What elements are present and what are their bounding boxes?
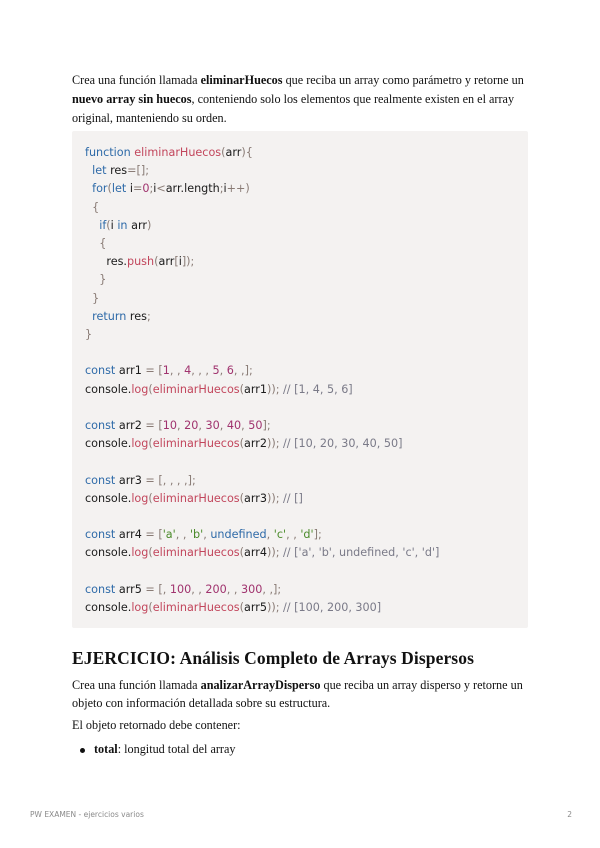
code-line (85, 144, 439, 162)
exercise-text-2: que reciba un array disperso y retorne un objeto con información detallada sobre su estructura. (72, 678, 523, 710)
exercise-bold-function-name: analizarArrayDisperso (200, 678, 321, 692)
code-token: < (156, 182, 166, 196)
code-line (85, 417, 439, 435)
exercise-text-1: Crea una función llamada (72, 678, 201, 692)
code-line (85, 490, 439, 508)
code-token: arr1 (244, 382, 267, 396)
code-token: undefined (210, 528, 267, 542)
code-token: // [10, 20, 30, 40, 50] (279, 437, 403, 451)
code-token: arr2 (244, 437, 267, 451)
code-token: =[]; (127, 164, 150, 178)
code-token: ( (107, 182, 112, 196)
code-token: ]); (181, 255, 195, 269)
code-line (85, 344, 439, 362)
intro-text-1: Crea una función llamada (72, 73, 201, 87)
code-line (85, 508, 439, 526)
code-token: arr3 (118, 473, 146, 487)
code-token: console. (85, 382, 132, 396)
code-line (85, 271, 439, 289)
code-token: ( (148, 546, 153, 560)
code-token: ( (154, 255, 159, 269)
code-line (85, 563, 439, 581)
code-token: ( (148, 382, 153, 396)
code-token: 'c' (273, 528, 287, 542)
code-line (85, 162, 439, 180)
code-line (85, 581, 439, 599)
code-line (85, 253, 439, 271)
code-token: console. (85, 437, 132, 451)
code-line (85, 526, 439, 544)
code-token: log (131, 601, 149, 615)
code-token: , (241, 419, 249, 433)
code-token: console. (85, 491, 132, 505)
code-token: arr4 (118, 528, 146, 542)
page-number: 2 (567, 810, 572, 819)
code-token: ( (239, 546, 244, 560)
code-line (85, 472, 439, 490)
code-token: 50 (248, 419, 263, 433)
code-token: 10 (162, 419, 177, 433)
code-token: = [ (145, 419, 163, 433)
code-token: res (129, 309, 147, 323)
code-token: 6 (226, 364, 234, 378)
code-token: arr5 (244, 601, 267, 615)
code-token: ; (149, 182, 154, 196)
code-token: // ['a', 'b', undefined, 'c', 'd'] (279, 546, 440, 560)
code-line (85, 399, 439, 417)
code-token: { (85, 237, 107, 251)
code-token: , , (169, 364, 185, 378)
code-token: = [, (145, 582, 170, 596)
code-token: // [1, 4, 5, 6] (279, 382, 353, 396)
code-token: log (131, 437, 149, 451)
code-token: 4 (184, 364, 192, 378)
code-token: arr (225, 146, 242, 159)
list-item-text: : longitud total del array (117, 742, 236, 756)
code-token: , , (226, 582, 242, 596)
code-token: const (85, 364, 119, 378)
code-content (85, 144, 439, 617)
code-token: arr (158, 255, 175, 269)
code-block (72, 131, 528, 628)
code-token: let (111, 182, 130, 196)
code-token: eliminarHuecos (152, 546, 240, 560)
bullet-dot-icon (80, 748, 85, 753)
code-token: ]; (313, 528, 322, 542)
code-token: i (129, 182, 133, 196)
code-token: const (85, 419, 119, 433)
code-token: ( (148, 437, 153, 451)
list-item (72, 742, 235, 757)
code-token: arr1 (118, 364, 146, 378)
code-token: , ,]; (262, 582, 282, 596)
code-token: ( (239, 437, 244, 451)
code-token: eliminarHuecos (152, 491, 240, 505)
code-line (85, 180, 439, 198)
code-token: push (126, 255, 155, 269)
code-token: // [] (279, 491, 303, 505)
code-token: )); (266, 437, 280, 451)
code-token: 30 (205, 419, 220, 433)
code-token: ; (146, 309, 151, 323)
code-token: console. (85, 601, 132, 615)
code-token: 'a' (162, 528, 176, 542)
code-token: , , (286, 528, 301, 542)
code-token: in (117, 218, 132, 232)
code-token: 5 (212, 364, 220, 378)
code-token: if (99, 218, 107, 232)
code-token: )); (266, 601, 280, 615)
code-token: 300 (241, 582, 263, 596)
code-token: arr (131, 218, 147, 232)
code-token: ; (219, 182, 224, 196)
code-token: = [ (145, 528, 163, 542)
code-token: [ (174, 255, 179, 269)
code-line (85, 362, 439, 380)
code-token: { (85, 200, 100, 214)
code-token: ( (106, 218, 111, 232)
code-token: , (266, 528, 274, 542)
code-token: } (85, 291, 100, 305)
exercise-description (72, 676, 532, 712)
code-token: ]; (262, 419, 271, 433)
code-token: )); (266, 382, 280, 396)
code-line (85, 435, 439, 453)
code-token: ( (148, 601, 153, 615)
code-token: res. (85, 255, 127, 269)
intro-paragraph (72, 71, 532, 128)
code-token: , , (191, 582, 206, 596)
code-line (85, 326, 439, 344)
code-token: arr3 (244, 491, 267, 505)
code-token: ++) (226, 182, 250, 196)
code-token: )); (266, 491, 280, 505)
code-token: , (198, 419, 206, 433)
code-token: ( (239, 601, 244, 615)
code-token: , (219, 364, 227, 378)
code-token: function (85, 146, 135, 159)
footer-title: PW EXAMEN - ejercicios varios (30, 810, 144, 819)
code-token: arr5 (118, 582, 146, 596)
code-token: ( (148, 491, 153, 505)
code-token: const (85, 473, 119, 487)
code-line (85, 308, 439, 326)
code-token: , , (175, 528, 190, 542)
list-item-bold: total (94, 742, 118, 756)
code-line (85, 199, 439, 217)
code-token: let (92, 164, 111, 178)
code-token: i (178, 255, 182, 269)
code-token: 200 (205, 582, 227, 596)
intro-bold-function-name: eliminarHuecos (200, 73, 283, 87)
code-token: console. (85, 546, 132, 560)
code-token: arr2 (118, 419, 146, 433)
code-token (85, 219, 99, 232)
code-token: , (203, 528, 211, 542)
code-token: // [100, 200, 300] (279, 601, 382, 615)
code-token: eliminarHuecos (134, 146, 222, 159)
code-token: = [, , , ,]; (145, 473, 196, 487)
object-contents-intro: El objeto retornado debe contener: (72, 718, 241, 732)
section-heading: EJERCICIO: Análisis Completo de Arrays Dispersos (72, 648, 474, 668)
code-token: eliminarHuecos (152, 437, 240, 451)
code-token: log (131, 382, 149, 396)
code-token: 40 (226, 419, 242, 433)
code-token: log (131, 491, 149, 505)
code-token: } (85, 273, 107, 287)
code-line (85, 544, 439, 562)
code-token: res (110, 164, 128, 178)
code-token: log (131, 546, 149, 560)
code-token: i (110, 218, 118, 232)
intro-text-3: , conteniendo solo los elementos que realmente existen en el array original, manteniendo su orden. (72, 92, 515, 125)
code-token: 'd' (300, 528, 314, 542)
code-line (85, 290, 439, 308)
code-token: const (85, 582, 119, 596)
code-token: 'b' (189, 528, 204, 542)
code-token: ( (221, 146, 226, 159)
code-token: arr4 (244, 546, 267, 560)
code-token: , (176, 419, 185, 433)
code-line (85, 235, 439, 253)
code-token: 20 (184, 419, 199, 433)
intro-bold-phrase: nuevo array sin huecos (72, 92, 192, 106)
code-line (85, 381, 439, 399)
code-token: ) (146, 218, 152, 232)
code-token: = (132, 182, 143, 196)
code-token: } (85, 328, 93, 342)
code-token: ){ (241, 146, 253, 159)
code-token: ( (239, 491, 244, 505)
code-token: arr.length (165, 182, 220, 196)
code-token: , (219, 419, 227, 433)
code-token: i (153, 182, 157, 196)
code-token: ( (239, 382, 244, 396)
code-line (85, 453, 439, 471)
code-token: eliminarHuecos (152, 601, 240, 615)
code-token: , , , (191, 364, 213, 378)
code-token: 1 (162, 364, 170, 378)
code-token: )); (266, 546, 280, 560)
code-token: for (92, 182, 108, 196)
code-line (85, 217, 439, 235)
code-token: return (92, 309, 130, 323)
bullet-list (72, 742, 235, 757)
code-token: const (85, 528, 119, 542)
code-token: , ,]; (233, 364, 253, 378)
code-token: eliminarHuecos (152, 382, 240, 396)
code-token: 0 (142, 182, 150, 196)
code-token: = [ (145, 364, 163, 378)
code-token: i (223, 182, 227, 196)
intro-text-2: que reciba un array como parámetro y retorne un (282, 73, 524, 87)
code-token: 100 (169, 582, 192, 596)
code-line (85, 599, 439, 617)
